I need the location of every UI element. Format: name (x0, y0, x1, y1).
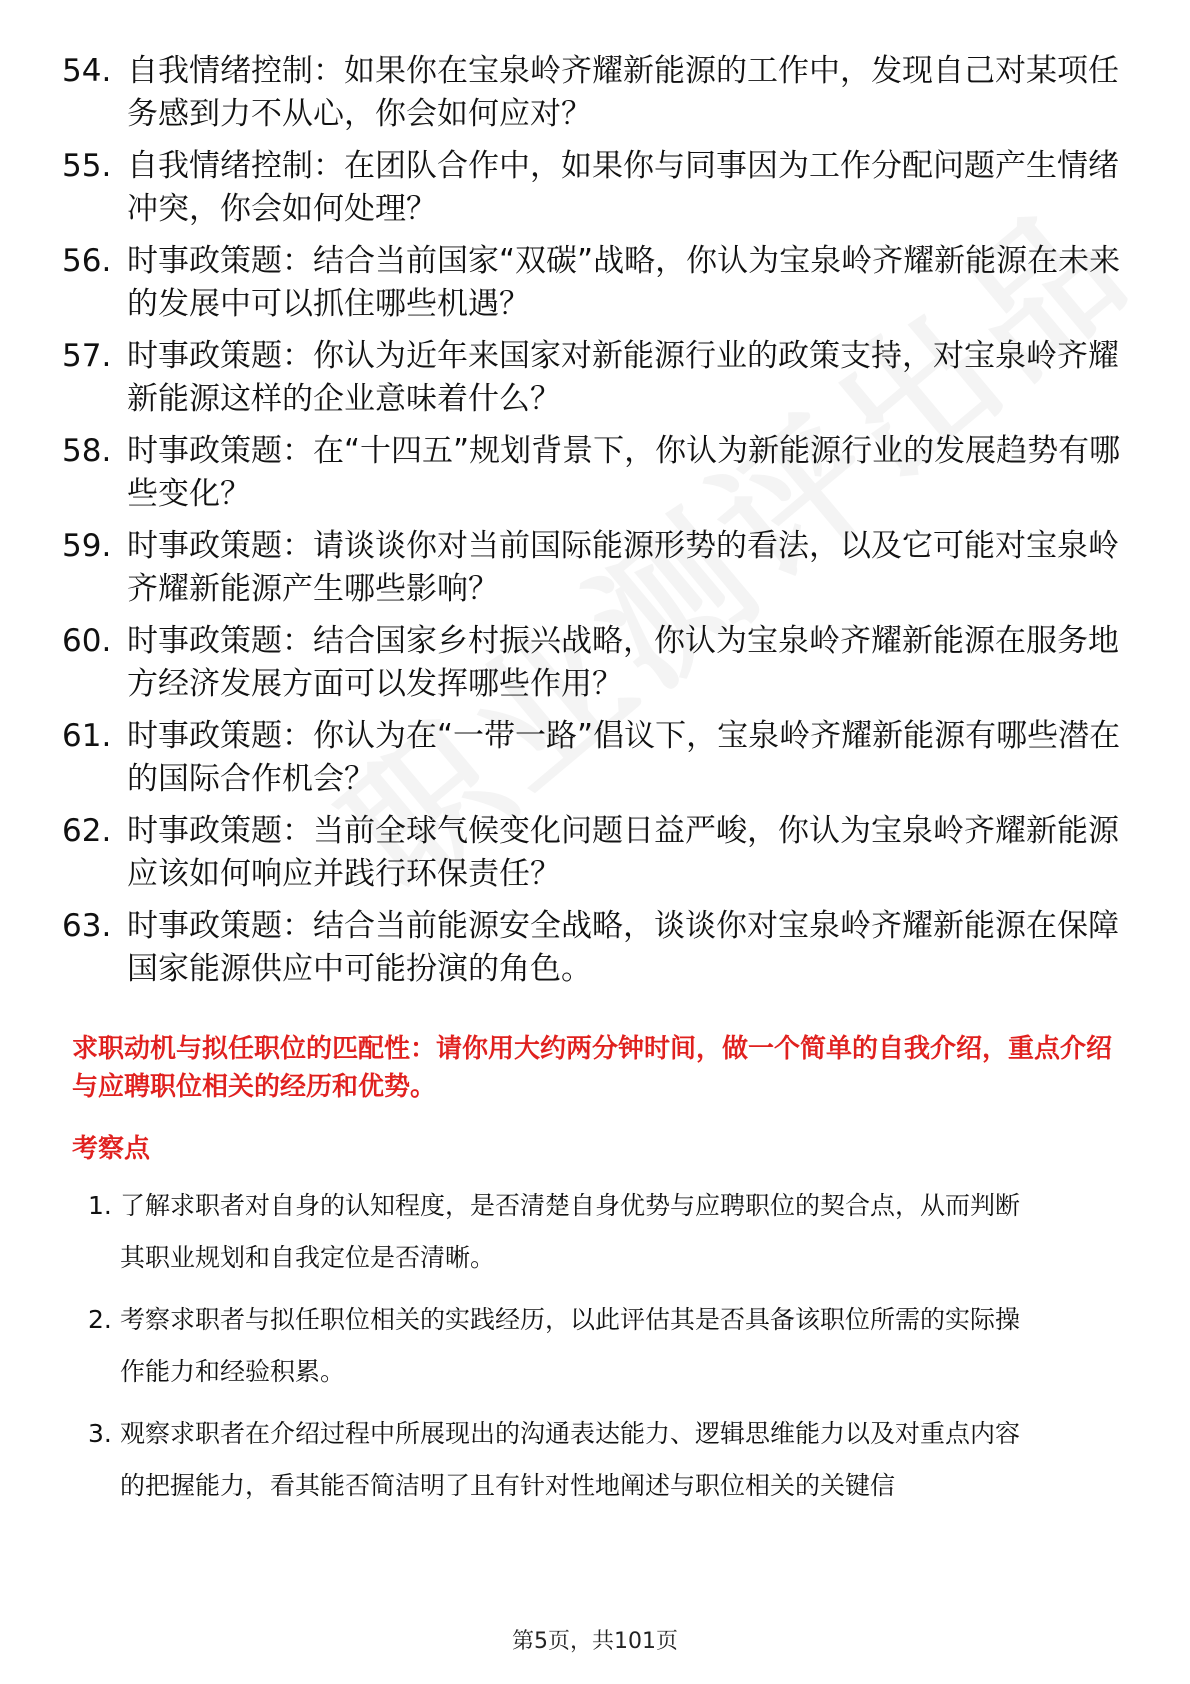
question-text: 时事政策题：你认为近年来国家对新能源行业的政策支持，对宝泉岭齐耀新能源这样的企业意味着什么？ (127, 338, 1119, 417)
question-item (62, 50, 1132, 136)
assessment-points-label: 考察点 (72, 1134, 151, 1164)
question-text: 时事政策题：结合国家乡村振兴战略，你认为宝泉岭齐耀新能源在服务地方经济发展方面可以发挥哪些作用？ (127, 623, 1119, 702)
question-number: 54. (62, 53, 112, 89)
point-number: 2. (88, 1305, 112, 1334)
point-text: 了解求职者对自身的认知程度，是否清楚自身优势与应聘职位的契合点，从而判断其职业规划和自我定位是否清晰。 (120, 1191, 1021, 1272)
assessment-point (88, 1180, 1038, 1284)
page-footer: 第5页，共101页 (512, 1629, 678, 1654)
question-text: 自我情绪控制：在团队合作中，如果你与同事因为工作分配问题产生情绪冲突，你会如何处理？ (127, 148, 1119, 227)
question-number: 63. (62, 908, 112, 944)
question-item (62, 620, 1132, 706)
question-item (62, 525, 1132, 611)
question-item (62, 905, 1132, 991)
assessment-point (88, 1294, 1038, 1398)
question-number: 62. (62, 813, 112, 849)
question-number: 60. (62, 623, 112, 659)
question-text: 时事政策题：结合当前能源安全战略，谈谈你对宝泉岭齐耀新能源在保障国家能源供应中可能扮演的角色。 (127, 908, 1119, 987)
point-number: 3. (88, 1419, 112, 1448)
question-text: 时事政策题：在“十四五”规划背景下，你认为新能源行业的发展趋势有哪些变化？ (127, 433, 1121, 512)
question-item (62, 145, 1132, 231)
point-number: 1. (88, 1191, 112, 1220)
question-item (62, 715, 1132, 801)
question-number: 58. (62, 433, 112, 469)
point-text: 考察求职者与拟任职位相关的实践经历，以此评估其是否具备该职位所需的实际操作能力和经验积累。 (120, 1305, 1021, 1386)
question-text: 时事政策题：结合当前国家“双碳”战略，你认为宝泉岭齐耀新能源在未来的发展中可以抓住哪些机遇？ (127, 243, 1121, 322)
question-item (62, 240, 1132, 326)
question-text: 时事政策题：你认为在“一带一路”倡议下，宝泉岭齐耀新能源有哪些潜在的国际合作机会？ (127, 718, 1121, 797)
question-item (62, 430, 1132, 516)
question-number: 59. (62, 528, 112, 564)
question-number: 55. (62, 148, 112, 184)
question-list (62, 50, 1132, 1000)
question-number: 57. (62, 338, 112, 374)
question-text: 自我情绪控制：如果你在宝泉岭齐耀新能源的工作中，发现自己对某项任务感到力不从心，你会如何应对？ (127, 53, 1119, 132)
question-item (62, 335, 1132, 421)
assessment-points-list (88, 1180, 1038, 1522)
question-number: 56. (62, 243, 112, 279)
question-number: 61. (62, 718, 112, 754)
section-heading: 求职动机与拟任职位的匹配性：请你用大约两分钟时间，做一个简单的自我介绍，重点介绍与应聘职位相关的经历和优势。 (72, 1034, 1113, 1102)
question-text: 时事政策题：请谈谈你对当前国际能源形势的看法，以及它可能对宝泉岭齐耀新能源产生哪些影响？ (127, 528, 1119, 607)
assessment-point (88, 1408, 1038, 1512)
question-item (62, 810, 1132, 896)
question-text: 时事政策题：当前全球气候变化问题日益严峻，你认为宝泉岭齐耀新能源应该如何响应并践行环保责任？ (127, 813, 1119, 892)
point-text: 观察求职者在介绍过程中所展现出的沟通表达能力、逻辑思维能力以及对重点内容的把握能力，看其能否简洁明了且有针对性地阐述与职位相关的关键信 (120, 1419, 1021, 1500)
